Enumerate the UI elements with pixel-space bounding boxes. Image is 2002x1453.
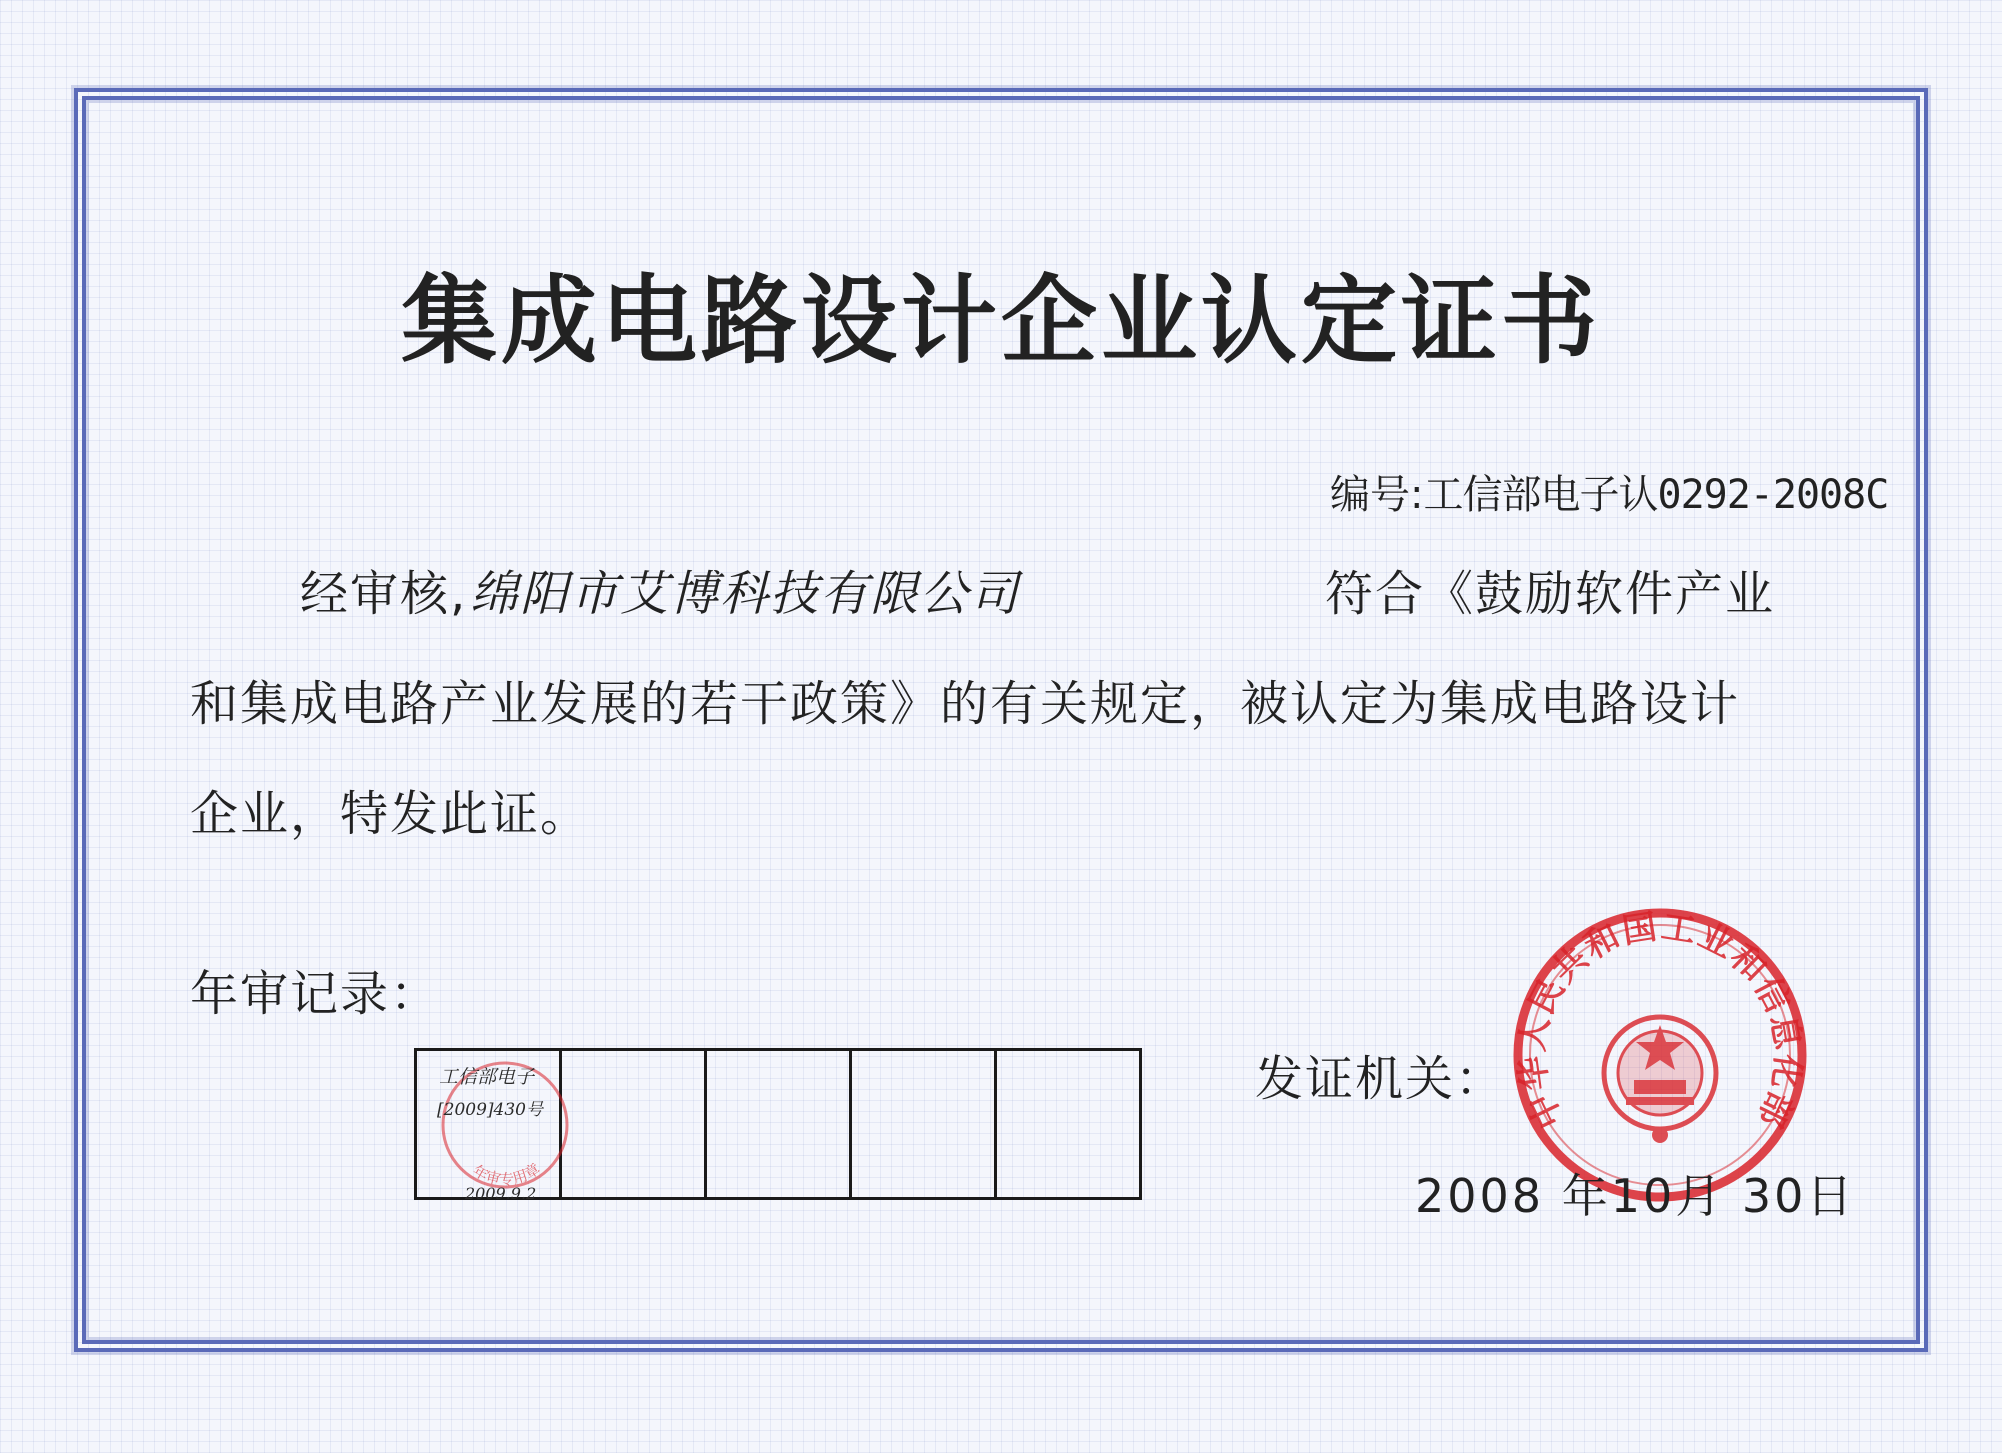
issue-date: 2008 年10月 30日 (1415, 1169, 1856, 1223)
annual-review-handwriting-date: 2009.9.2 (465, 1184, 537, 1203)
certificate-title: 集成电路设计企业认定证书 (401, 265, 1601, 377)
annual-review-cell (706, 1050, 851, 1199)
annual-review-cell (996, 1050, 1141, 1199)
annual-review-cell (561, 1050, 706, 1199)
body-line1-prefix: 经审核, (300, 566, 468, 622)
issuer-label: 发证机关： (1255, 1051, 1506, 1107)
certificate-number (1330, 463, 1888, 520)
annual-review-handwriting-line1: 工信部电子 (439, 1066, 535, 1088)
annual-review-table (414, 1048, 1142, 1203)
body-line1-suffix: 符合《鼓励软件产业 (1325, 566, 1776, 622)
annual-review-cell (851, 1050, 996, 1199)
annual-review-stamp-text: 年审专用章 (469, 1159, 544, 1189)
body-line3: 企业，特发此证。 (190, 786, 591, 842)
certificate-number-value: 工信部电子认0292-2008C (1423, 472, 1889, 518)
national-emblem-icon (1604, 1017, 1716, 1143)
company-name: 绵阳市艾博科技有限公司 (470, 566, 1021, 622)
annual-review-cell (416, 1050, 561, 1203)
body-line2: 和集成电路产业发展的若干政策》的有关规定，被认定为集成电路设计 (190, 676, 1741, 732)
annual-review-label: 年审记录： (190, 966, 441, 1022)
issuer-seal-text: 中华人民共和国工业和信息化部 (1511, 906, 1809, 1135)
annual-review-handwriting-line2: [2009]430号 (437, 1100, 543, 1120)
certificate-number-label: 编号: (1330, 472, 1424, 518)
annual-review-stamp (419, 1055, 569, 1205)
